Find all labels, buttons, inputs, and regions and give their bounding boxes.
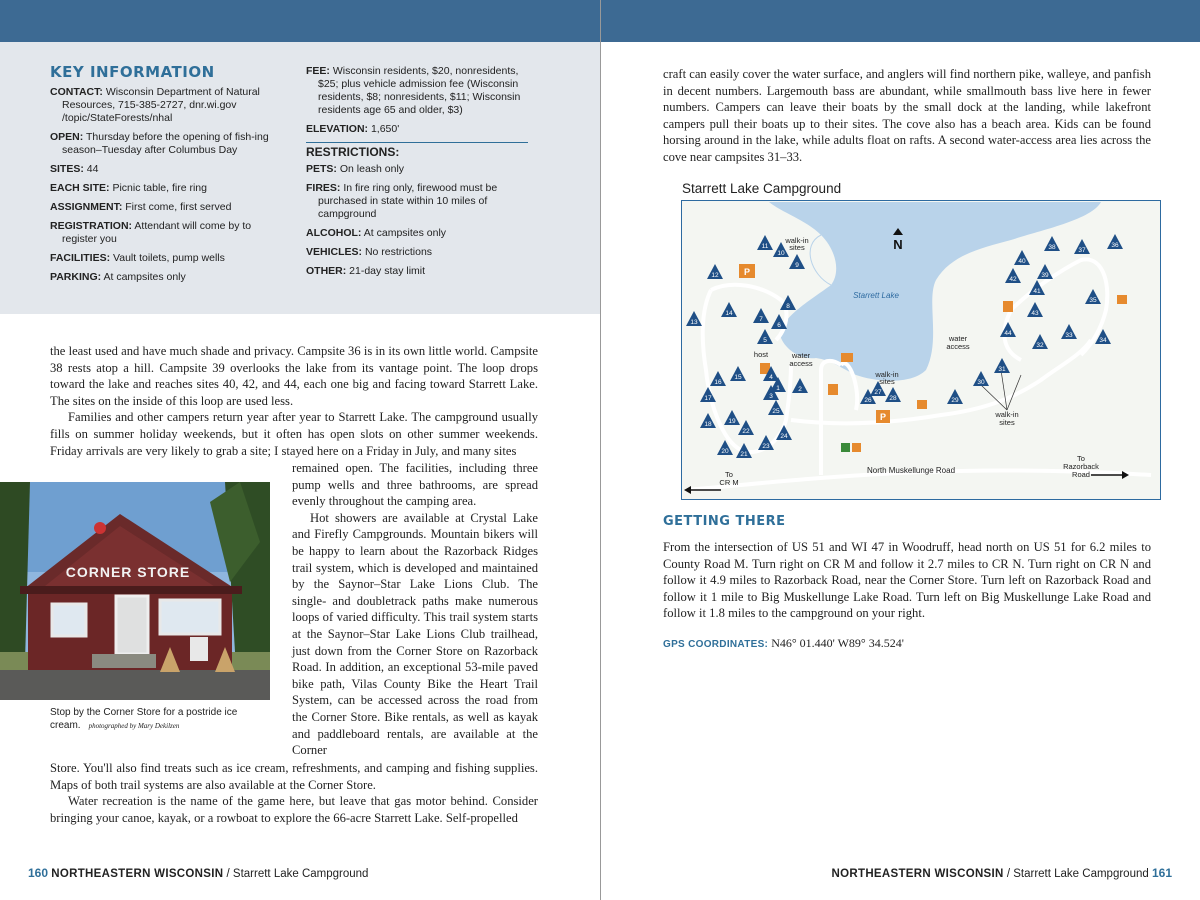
campsite-number: 6 bbox=[777, 322, 781, 329]
key-info-label: PARKING: bbox=[50, 271, 102, 283]
water-access-label: water bbox=[948, 334, 968, 343]
campsite-number: 16 bbox=[714, 379, 722, 386]
campsite-number: 3 bbox=[769, 393, 773, 400]
footer-left bbox=[28, 866, 368, 880]
campsite-number: 32 bbox=[1036, 342, 1044, 349]
right-page bbox=[600, 0, 1200, 900]
campsite-number: 18 bbox=[704, 421, 712, 428]
campsite-number: 11 bbox=[761, 243, 769, 250]
photo-caption bbox=[50, 706, 260, 733]
key-info-value: No restrictions bbox=[364, 246, 433, 258]
water-pump-icon bbox=[1117, 295, 1127, 304]
header-bar bbox=[601, 0, 1200, 42]
key-info-item bbox=[306, 246, 528, 259]
key-info-item bbox=[50, 131, 272, 157]
key-info-item bbox=[306, 227, 528, 240]
key-info-value: At campsites only bbox=[103, 271, 186, 283]
campsite-number: 25 bbox=[772, 408, 780, 415]
campsite-number: 24 bbox=[780, 433, 788, 440]
key-info-item bbox=[50, 271, 272, 284]
campsite-number: 4 bbox=[769, 374, 773, 381]
key-info-label: FIRES: bbox=[306, 182, 341, 194]
page-number: 160 bbox=[28, 866, 49, 880]
campsite-number: 7 bbox=[759, 316, 763, 323]
restrictions-title: RESTRICTIONS: bbox=[306, 142, 528, 159]
key-information-box bbox=[0, 42, 600, 314]
campsite-number: 37 bbox=[1078, 247, 1086, 254]
key-info-item bbox=[306, 123, 528, 136]
key-info-label: CONTACT: bbox=[50, 86, 103, 98]
paragraph: From the intersection of US 51 and WI 47 in Woodruff, head north on US 51 for 6.2 miles to County Road M. Turn right on CR M and follow it 2.7 miles to CR N. Turn right on CR N and follow it 4.9 miles to Razorback Road, near the Corner Store. Turn left on Razorback Road and follow it 1 mile to Big Muskellunge Lake Road. Turn left on Big Muskellunge Lake Road and follow it 1.8 miles to the campground on your right. bbox=[663, 540, 1151, 621]
footer-separator: / bbox=[1006, 868, 1011, 880]
key-info-value: 1,650' bbox=[370, 123, 400, 135]
footer-campground: Starrett Lake Campground bbox=[232, 868, 369, 880]
walk-in-label: sites bbox=[879, 377, 895, 386]
key-info-item bbox=[306, 182, 528, 221]
campsite-number: 41 bbox=[1033, 288, 1041, 295]
key-info-label: FACILITIES: bbox=[50, 252, 111, 264]
key-info-value: Thursday before the opening of fish-ing season–Tuesday after Columbus Day bbox=[62, 131, 269, 156]
campsite-number: 8 bbox=[786, 303, 790, 310]
north-label: N bbox=[893, 237, 903, 252]
campsite-number: 1 bbox=[776, 385, 780, 392]
key-info-item bbox=[50, 201, 272, 214]
key-info-label: ALCOHOL: bbox=[306, 227, 362, 239]
key-info-value: 21-day stay limit bbox=[349, 265, 426, 277]
campsite-number: 15 bbox=[734, 374, 742, 381]
key-info-value: Wisconsin Department of Natural Resources, 715-385-2727, dnr.wi.gov /topic/StateForests/nhal bbox=[62, 86, 260, 124]
key-info-item bbox=[306, 163, 528, 176]
paragraph: the least used and have much shade and privacy. Campsite 36 is in its own little world. Campsite 38 rests atop a hill. Campsite 39 overlooks the lake from its vantage point. The loop drops toward the lake and reaches sites 40, 42, and 44, each one big and facing toward Starrett Lake. The sites on the inside of this loop are used less. bbox=[50, 344, 538, 408]
key-info-item bbox=[50, 252, 272, 265]
info-icon bbox=[852, 443, 861, 452]
key-info-value: Picnic table, fire ring bbox=[112, 182, 207, 194]
toilet-icon bbox=[828, 384, 838, 395]
walk-in-label: sites bbox=[789, 243, 805, 252]
key-info-value: Wisconsin residents, $20, nonresidents, $25; plus vehicle admission fee (Wisconsin residents, $8; nonresidents, $11; Wisconsin residents age 65 and older, $3) bbox=[318, 65, 521, 116]
campsite-number: 26 bbox=[864, 397, 872, 404]
gps-label: GPS COORDINATES: bbox=[663, 639, 769, 650]
paragraph: remained open. The facilities, including three pump wells and three bathrooms, are spread evenly throughout the camping area. bbox=[292, 461, 538, 509]
key-info-label: REGISTRATION: bbox=[50, 220, 133, 232]
key-info-label: PETS: bbox=[306, 163, 337, 175]
key-info-label: SITES: bbox=[50, 163, 84, 175]
body-text-top bbox=[663, 66, 1151, 166]
campsite-number: 27 bbox=[874, 389, 882, 396]
campground-map bbox=[681, 200, 1161, 500]
paragraph: Families and other campers return year after year to Starrett Lake. The campground usually fills on summer holiday weekends, but it often has open slots on other summer weekends. Friday arrivals are very likely to grab a site; I stayed here on a Friday in July, and many sites bbox=[50, 410, 538, 458]
key-info-value: In fire ring only, firewood must be purchased in state within 10 miles of campground bbox=[318, 182, 498, 220]
key-info-value: 44 bbox=[86, 163, 99, 175]
key-info-value: On leash only bbox=[339, 163, 405, 175]
campsite-number: 36 bbox=[1111, 242, 1119, 249]
campsite-number: 12 bbox=[711, 272, 719, 279]
key-info-column-2 bbox=[306, 65, 528, 284]
key-info-label: VEHICLES: bbox=[306, 246, 363, 258]
campsite-number: 38 bbox=[1048, 244, 1056, 251]
campsite-number: 22 bbox=[742, 428, 750, 435]
campsite-number: 29 bbox=[951, 397, 959, 404]
key-info-title: KEY INFORMATION bbox=[50, 63, 215, 81]
campsite-number: 19 bbox=[728, 418, 736, 425]
campsite-number: 42 bbox=[1009, 276, 1017, 283]
boat-launch-icon bbox=[841, 353, 853, 362]
campsite-number: 43 bbox=[1031, 310, 1039, 317]
campsite-number: 31 bbox=[998, 366, 1006, 373]
campsite-number: 10 bbox=[777, 250, 785, 257]
corner-store-photo bbox=[0, 482, 270, 700]
gps-coordinates bbox=[663, 636, 904, 651]
gps-value: N46° 01.440' W89° 34.524' bbox=[771, 636, 904, 650]
paragraph: Store. You'll also find treats such as ice cream, refreshments, and camping and fishing supplies. Maps of both trail systems are also available at the Corner Store. bbox=[50, 761, 538, 792]
campsite-number: 2 bbox=[798, 386, 802, 393]
header-bar bbox=[0, 0, 600, 42]
campsite-number: 21 bbox=[740, 451, 748, 458]
body-text-column bbox=[292, 460, 538, 759]
key-info-label: ELEVATION: bbox=[306, 123, 369, 135]
store-sign-text: CORNER STORE bbox=[65, 564, 191, 580]
campsite-number: 13 bbox=[690, 319, 698, 326]
parking-label: P bbox=[879, 412, 887, 422]
footer-campground: Starrett Lake Campground bbox=[1013, 868, 1149, 880]
key-info-label: OTHER: bbox=[306, 265, 347, 277]
host-label: host bbox=[753, 350, 769, 359]
water-pump-icon bbox=[917, 400, 927, 409]
campsite-number: 5 bbox=[763, 337, 767, 344]
to-razorback-label: To bbox=[1077, 454, 1085, 463]
key-info-label: OPEN: bbox=[50, 131, 84, 143]
key-info-value: First come, first served bbox=[125, 201, 232, 213]
campsite-number: 17 bbox=[704, 395, 712, 402]
road-label: North Muskellunge Road bbox=[866, 466, 956, 475]
to-cr-m-label: CR M bbox=[719, 478, 739, 487]
key-info-value: At campsites only bbox=[363, 227, 447, 239]
water-access-label: water bbox=[791, 351, 811, 360]
key-info-item bbox=[50, 163, 272, 176]
campsite-number: 34 bbox=[1099, 337, 1107, 344]
water-access-label: access bbox=[946, 342, 970, 351]
campsite-number: 28 bbox=[889, 395, 897, 402]
to-cr-m-label: To bbox=[725, 470, 733, 479]
footer-region: NORTHEASTERN WISCONSIN bbox=[831, 868, 1004, 880]
key-info-value: Vault toilets, pump wells bbox=[113, 252, 225, 264]
campsite-number: 35 bbox=[1089, 297, 1097, 304]
getting-there-text bbox=[663, 539, 1151, 622]
campsite-number: 9 bbox=[795, 262, 799, 269]
key-info-label: EACH SITE: bbox=[50, 182, 110, 194]
key-info-item bbox=[306, 265, 528, 278]
map-title: Starrett Lake Campground bbox=[682, 181, 842, 196]
campsite-number: 20 bbox=[721, 448, 729, 455]
body-text-bottom bbox=[50, 760, 538, 826]
key-info-item bbox=[50, 220, 272, 246]
toilet-icon bbox=[1003, 301, 1013, 312]
paragraph: craft can easily cover the water surface, and anglers will find northern pike, walleye, and panfish in decent numbers. Largemouth bass are abundant, while smallmouth bass live here in fewer numbers. Campers can leave their boats by the small dock at the landing, while lakefront campers pull their boats up to their sites. The cove also has a beach area. Kids can be found horsing around in the lake, while adults float on rafts. A second water-access area lies across the cove near campsites 31–33. bbox=[663, 67, 1151, 164]
walk-in-label: sites bbox=[999, 418, 1015, 427]
campsite-number: 44 bbox=[1004, 330, 1012, 337]
key-info-item bbox=[50, 86, 272, 125]
body-text-top bbox=[50, 343, 538, 459]
footer-region: NORTHEASTERN WISCONSIN bbox=[51, 868, 224, 880]
campsite-number: 30 bbox=[977, 379, 985, 386]
water-access-label: access bbox=[789, 359, 813, 368]
campsite-number: 14 bbox=[725, 310, 733, 317]
walk-in-label: walk-in bbox=[995, 410, 1019, 419]
key-info-column-1 bbox=[50, 63, 272, 290]
lake-label: Starrett Lake bbox=[853, 291, 899, 300]
parking-label: P bbox=[743, 267, 751, 277]
key-info-item bbox=[50, 182, 272, 195]
walk-in-label: walk-in bbox=[875, 370, 899, 379]
photo-credit: photographed by Mary Dekilzen bbox=[88, 722, 180, 730]
key-info-label: FEE: bbox=[306, 65, 330, 77]
paragraph: Water recreation is the name of the game here, but leave that gas motor behind. Consider bringing your canoe, kayak, or a rowboat to explore the 66-acre Starrett Lake. Self-propelled bbox=[50, 794, 538, 825]
to-razorback-label: Road bbox=[1072, 470, 1090, 479]
campsite-number: 33 bbox=[1065, 332, 1073, 339]
walk-in-label: walk-in bbox=[785, 236, 809, 245]
caption-text: Stop by the Corner Store for a postride ice cream. bbox=[50, 707, 238, 731]
accessible-icon bbox=[841, 443, 850, 452]
paragraph: Hot showers are available at Crystal Lake and Firefly Campgrounds. Mountain bikers will be happy to learn about the Razorback Ridges trail system, which is developed and maintained by the Saynor–Star Lake Lions Club. The single- and doubletrack paths make numerous loops of varied difficulty. This trail system starts at the Saynor–Star Lake Lions Club trailhead, just down from the Corner Store on Razorback Road. In addition, an exceptional 53-mile paved bike path, Vilas County Bike the Heart Trail System, can be accessed across the road from the Corner Store. Bike rentals, as well as kayak and paddleboard rentals, are available at the Corner bbox=[292, 510, 538, 758]
page-number: 161 bbox=[1151, 866, 1172, 880]
campsite-number: 39 bbox=[1041, 272, 1049, 279]
footer-right bbox=[832, 866, 1172, 880]
key-info-value: Attendant will come by to register you bbox=[62, 220, 252, 245]
campsite-number: 40 bbox=[1018, 258, 1026, 265]
key-info-label: ASSIGNMENT: bbox=[50, 201, 123, 213]
key-info-item bbox=[306, 65, 528, 117]
to-razorback-label: Razorback bbox=[1063, 462, 1099, 471]
footer-separator: / bbox=[226, 868, 230, 880]
campsite-number: 23 bbox=[762, 443, 770, 450]
getting-there-title: GETTING THERE bbox=[663, 514, 786, 529]
